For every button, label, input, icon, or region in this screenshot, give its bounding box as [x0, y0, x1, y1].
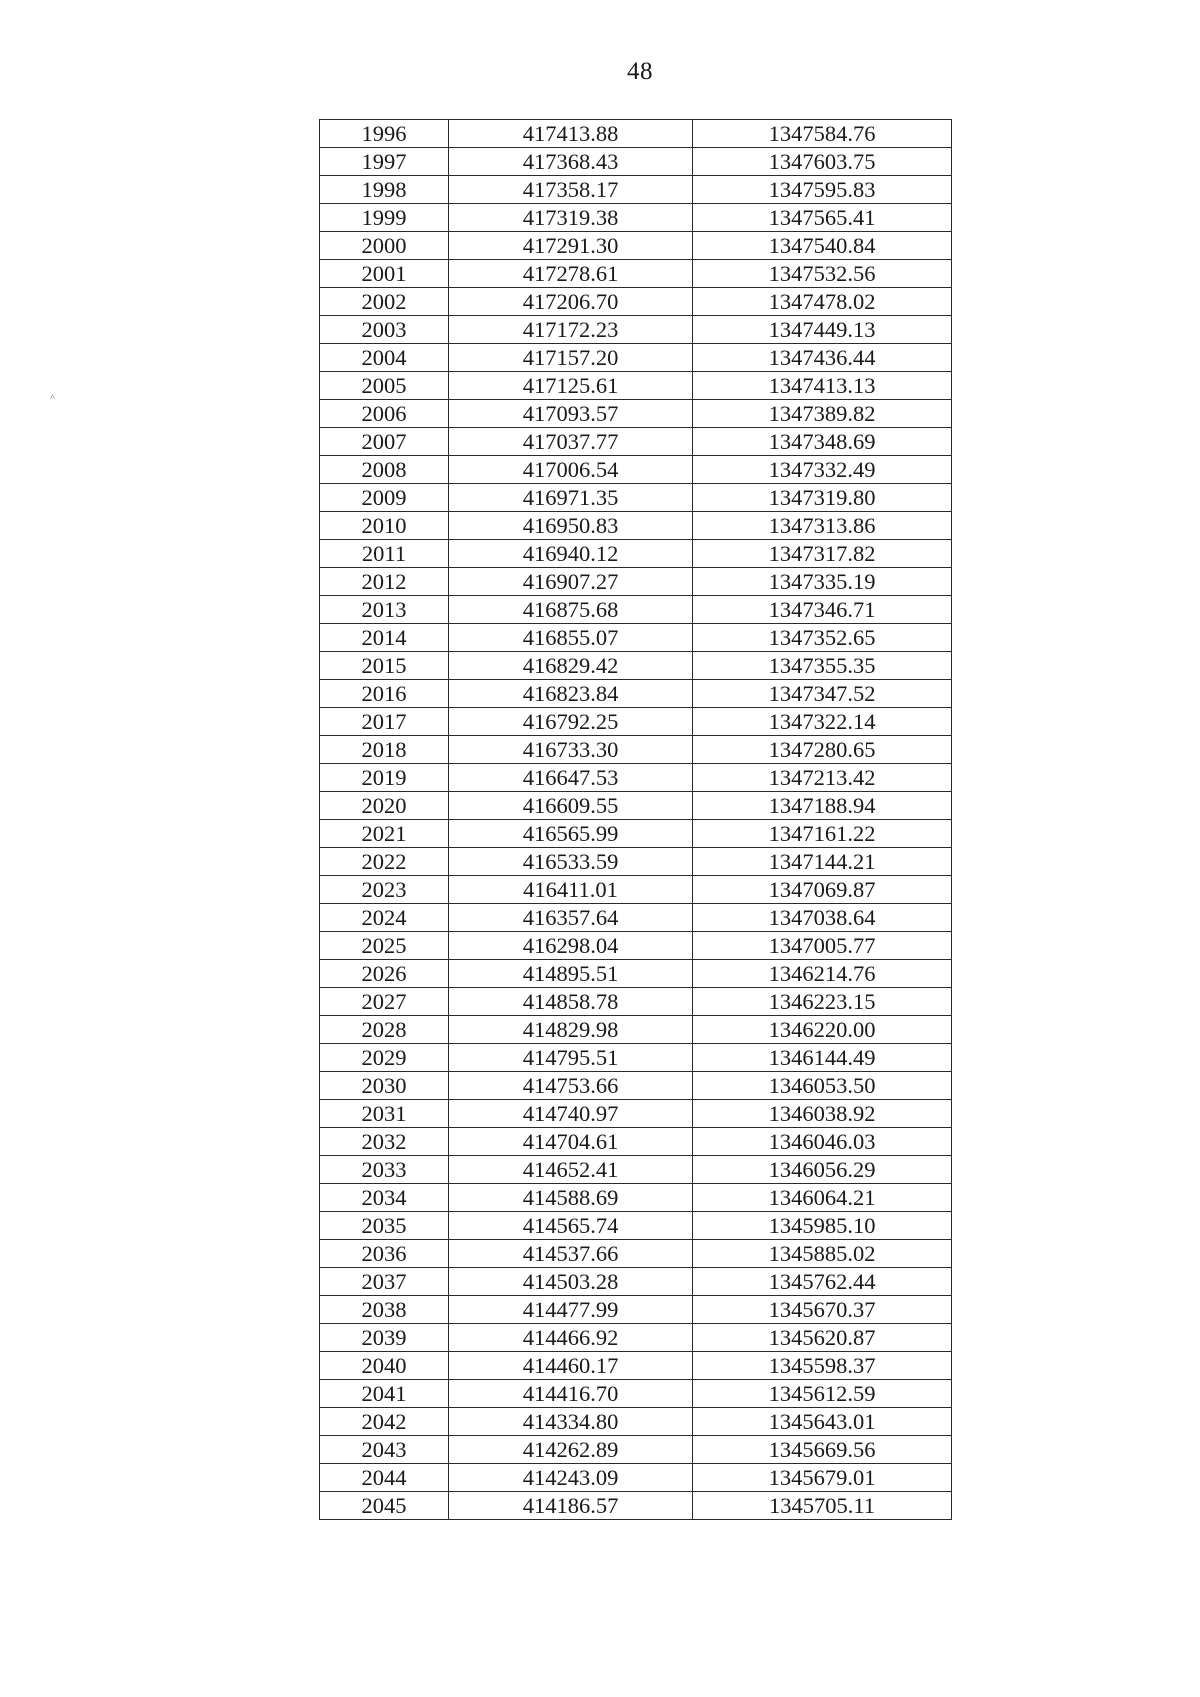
x-coordinate-cell: 416411.01	[449, 876, 693, 904]
point-number-cell: 2031	[320, 1100, 449, 1128]
table-row	[320, 1436, 952, 1464]
point-number-cell: 2036	[320, 1240, 449, 1268]
x-coordinate-cell: 414895.51	[449, 960, 693, 988]
table-row	[320, 1072, 952, 1100]
point-number-cell: 2003	[320, 316, 449, 344]
table-row	[320, 1016, 952, 1044]
table-row	[320, 1352, 952, 1380]
y-coordinate-cell: 1347603.75	[693, 148, 952, 176]
point-number-cell: 2004	[320, 344, 449, 372]
table-row	[320, 148, 952, 176]
table-row	[320, 1296, 952, 1324]
table-row	[320, 1156, 952, 1184]
table-row	[320, 1044, 952, 1072]
y-coordinate-cell: 1346053.50	[693, 1072, 952, 1100]
y-coordinate-cell: 1347069.87	[693, 876, 952, 904]
y-coordinate-cell: 1347436.44	[693, 344, 952, 372]
table-row	[320, 316, 952, 344]
point-number-cell: 2007	[320, 428, 449, 456]
x-coordinate-cell: 417037.77	[449, 428, 693, 456]
table-row	[320, 568, 952, 596]
point-number-cell: 2025	[320, 932, 449, 960]
table-row	[320, 1268, 952, 1296]
table-row	[320, 680, 952, 708]
point-number-cell: 2023	[320, 876, 449, 904]
table-row	[320, 988, 952, 1016]
y-coordinate-cell: 1345670.37	[693, 1296, 952, 1324]
y-coordinate-cell: 1346038.92	[693, 1100, 952, 1128]
point-number-cell: 2017	[320, 708, 449, 736]
x-coordinate-cell: 414262.89	[449, 1436, 693, 1464]
table-row	[320, 372, 952, 400]
table-row	[320, 960, 952, 988]
table-row	[320, 904, 952, 932]
x-coordinate-cell: 414186.57	[449, 1492, 693, 1520]
point-number-cell: 2027	[320, 988, 449, 1016]
y-coordinate-cell: 1345643.01	[693, 1408, 952, 1436]
point-number-cell: 2019	[320, 764, 449, 792]
point-number-cell: 2000	[320, 232, 449, 260]
y-coordinate-cell: 1345598.37	[693, 1352, 952, 1380]
x-coordinate-cell: 414416.70	[449, 1380, 693, 1408]
point-number-cell: 2029	[320, 1044, 449, 1072]
x-coordinate-cell: 416875.68	[449, 596, 693, 624]
table-row	[320, 260, 952, 288]
point-number-cell: 2014	[320, 624, 449, 652]
point-number-cell: 2013	[320, 596, 449, 624]
table-row	[320, 652, 952, 680]
point-number-cell: 2006	[320, 400, 449, 428]
point-number-cell: 2041	[320, 1380, 449, 1408]
x-coordinate-cell: 414537.66	[449, 1240, 693, 1268]
x-coordinate-cell: 416357.64	[449, 904, 693, 932]
table-row	[320, 1128, 952, 1156]
table-row	[320, 848, 952, 876]
point-number-cell: 2035	[320, 1212, 449, 1240]
x-coordinate-cell: 414466.92	[449, 1324, 693, 1352]
y-coordinate-cell: 1346220.00	[693, 1016, 952, 1044]
x-coordinate-cell: 416792.25	[449, 708, 693, 736]
table-row	[320, 1408, 952, 1436]
y-coordinate-cell: 1347449.13	[693, 316, 952, 344]
table-row	[320, 1240, 952, 1268]
x-coordinate-cell: 416565.99	[449, 820, 693, 848]
point-number-cell: 2005	[320, 372, 449, 400]
table-row	[320, 624, 952, 652]
point-number-cell: 2030	[320, 1072, 449, 1100]
table-row	[320, 428, 952, 456]
y-coordinate-cell: 1347313.86	[693, 512, 952, 540]
x-coordinate-cell: 416907.27	[449, 568, 693, 596]
x-coordinate-cell: 414829.98	[449, 1016, 693, 1044]
coordinates-table	[319, 119, 952, 1520]
table-row	[320, 1324, 952, 1352]
x-coordinate-cell: 414477.99	[449, 1296, 693, 1324]
x-coordinate-cell: 417368.43	[449, 148, 693, 176]
point-number-cell: 2037	[320, 1268, 449, 1296]
y-coordinate-cell: 1347335.19	[693, 568, 952, 596]
table-row	[320, 288, 952, 316]
x-coordinate-cell: 414858.78	[449, 988, 693, 1016]
point-number-cell: 2044	[320, 1464, 449, 1492]
x-coordinate-cell: 414588.69	[449, 1184, 693, 1212]
y-coordinate-cell: 1347584.76	[693, 120, 952, 148]
table-row	[320, 400, 952, 428]
table-row	[320, 176, 952, 204]
y-coordinate-cell: 1347346.71	[693, 596, 952, 624]
x-coordinate-cell: 416950.83	[449, 512, 693, 540]
table-row	[320, 232, 952, 260]
y-coordinate-cell: 1345679.01	[693, 1464, 952, 1492]
x-coordinate-cell: 416855.07	[449, 624, 693, 652]
x-coordinate-cell: 417413.88	[449, 120, 693, 148]
y-coordinate-cell: 1346046.03	[693, 1128, 952, 1156]
y-coordinate-cell: 1347322.14	[693, 708, 952, 736]
x-coordinate-cell: 417125.61	[449, 372, 693, 400]
y-coordinate-cell: 1345985.10	[693, 1212, 952, 1240]
table-row	[320, 456, 952, 484]
point-number-cell: 2024	[320, 904, 449, 932]
point-number-cell: 1997	[320, 148, 449, 176]
y-coordinate-cell: 1347188.94	[693, 792, 952, 820]
y-coordinate-cell: 1347161.22	[693, 820, 952, 848]
point-number-cell: 2043	[320, 1436, 449, 1464]
table-row	[320, 596, 952, 624]
coordinates-table-body	[320, 120, 952, 1520]
x-coordinate-cell: 417172.23	[449, 316, 693, 344]
point-number-cell: 2026	[320, 960, 449, 988]
y-coordinate-cell: 1347348.69	[693, 428, 952, 456]
table-row	[320, 876, 952, 904]
y-coordinate-cell: 1347144.21	[693, 848, 952, 876]
table-row	[320, 1492, 952, 1520]
x-coordinate-cell: 414565.74	[449, 1212, 693, 1240]
table-row	[320, 932, 952, 960]
y-coordinate-cell: 1347389.82	[693, 400, 952, 428]
y-coordinate-cell: 1347478.02	[693, 288, 952, 316]
point-number-cell: 2015	[320, 652, 449, 680]
point-number-cell: 2010	[320, 512, 449, 540]
x-coordinate-cell: 414753.66	[449, 1072, 693, 1100]
y-coordinate-cell: 1347317.82	[693, 540, 952, 568]
point-number-cell: 1998	[320, 176, 449, 204]
y-coordinate-cell: 1347332.49	[693, 456, 952, 484]
y-coordinate-cell: 1345669.56	[693, 1436, 952, 1464]
table-row	[320, 344, 952, 372]
x-coordinate-cell: 416829.42	[449, 652, 693, 680]
point-number-cell: 2022	[320, 848, 449, 876]
point-number-cell: 2040	[320, 1352, 449, 1380]
y-coordinate-cell: 1347005.77	[693, 932, 952, 960]
x-coordinate-cell: 417358.17	[449, 176, 693, 204]
point-number-cell: 2045	[320, 1492, 449, 1520]
point-number-cell: 2034	[320, 1184, 449, 1212]
point-number-cell: 2012	[320, 568, 449, 596]
point-number-cell: 2011	[320, 540, 449, 568]
point-number-cell: 2008	[320, 456, 449, 484]
y-coordinate-cell: 1347038.64	[693, 904, 952, 932]
x-coordinate-cell: 417006.54	[449, 456, 693, 484]
x-coordinate-cell: 417093.57	[449, 400, 693, 428]
table-row	[320, 820, 952, 848]
table-row	[320, 540, 952, 568]
x-coordinate-cell: 416533.59	[449, 848, 693, 876]
x-coordinate-cell: 417206.70	[449, 288, 693, 316]
table-row	[320, 792, 952, 820]
table-row	[320, 1212, 952, 1240]
point-number-cell: 2009	[320, 484, 449, 512]
point-number-cell: 2039	[320, 1324, 449, 1352]
x-coordinate-cell: 414243.09	[449, 1464, 693, 1492]
y-coordinate-cell: 1346056.29	[693, 1156, 952, 1184]
x-coordinate-cell: 417157.20	[449, 344, 693, 372]
table-row	[320, 736, 952, 764]
table-row	[320, 120, 952, 148]
y-coordinate-cell: 1345885.02	[693, 1240, 952, 1268]
table-row	[320, 204, 952, 232]
x-coordinate-cell: 416298.04	[449, 932, 693, 960]
point-number-cell: 2038	[320, 1296, 449, 1324]
y-coordinate-cell: 1347540.84	[693, 232, 952, 260]
x-coordinate-cell: 414795.51	[449, 1044, 693, 1072]
x-coordinate-cell: 417319.38	[449, 204, 693, 232]
x-coordinate-cell: 414652.41	[449, 1156, 693, 1184]
y-coordinate-cell: 1345612.59	[693, 1380, 952, 1408]
x-coordinate-cell: 416609.55	[449, 792, 693, 820]
point-number-cell: 2001	[320, 260, 449, 288]
point-number-cell: 2033	[320, 1156, 449, 1184]
x-coordinate-cell: 414460.17	[449, 1352, 693, 1380]
x-coordinate-cell: 414740.97	[449, 1100, 693, 1128]
table-row	[320, 1184, 952, 1212]
x-coordinate-cell: 416823.84	[449, 680, 693, 708]
point-number-cell: 2021	[320, 820, 449, 848]
point-number-cell: 2028	[320, 1016, 449, 1044]
x-coordinate-cell: 416647.53	[449, 764, 693, 792]
table-row	[320, 1464, 952, 1492]
point-number-cell: 2042	[320, 1408, 449, 1436]
y-coordinate-cell: 1347532.56	[693, 260, 952, 288]
point-number-cell: 2020	[320, 792, 449, 820]
point-number-cell: 2016	[320, 680, 449, 708]
y-coordinate-cell: 1347319.80	[693, 484, 952, 512]
stray-mark: ˄	[50, 392, 56, 402]
y-coordinate-cell: 1347595.83	[693, 176, 952, 204]
point-number-cell: 1999	[320, 204, 449, 232]
point-number-cell: 2002	[320, 288, 449, 316]
y-coordinate-cell: 1347280.65	[693, 736, 952, 764]
x-coordinate-cell: 416733.30	[449, 736, 693, 764]
y-coordinate-cell: 1347213.42	[693, 764, 952, 792]
y-coordinate-cell: 1347347.52	[693, 680, 952, 708]
y-coordinate-cell: 1345620.87	[693, 1324, 952, 1352]
table-row	[320, 1100, 952, 1128]
x-coordinate-cell: 414503.28	[449, 1268, 693, 1296]
y-coordinate-cell: 1346144.49	[693, 1044, 952, 1072]
y-coordinate-cell: 1346064.21	[693, 1184, 952, 1212]
x-coordinate-cell: 417278.61	[449, 260, 693, 288]
x-coordinate-cell: 414334.80	[449, 1408, 693, 1436]
x-coordinate-cell: 414704.61	[449, 1128, 693, 1156]
x-coordinate-cell: 416940.12	[449, 540, 693, 568]
y-coordinate-cell: 1347355.35	[693, 652, 952, 680]
point-number-cell: 1996	[320, 120, 449, 148]
table-row	[320, 1380, 952, 1408]
y-coordinate-cell: 1345705.11	[693, 1492, 952, 1520]
y-coordinate-cell: 1345762.44	[693, 1268, 952, 1296]
page-number: 48	[627, 58, 653, 85]
point-number-cell: 2032	[320, 1128, 449, 1156]
y-coordinate-cell: 1347565.41	[693, 204, 952, 232]
table-row	[320, 484, 952, 512]
x-coordinate-cell: 417291.30	[449, 232, 693, 260]
y-coordinate-cell: 1347352.65	[693, 624, 952, 652]
y-coordinate-cell: 1346214.76	[693, 960, 952, 988]
table-row	[320, 512, 952, 540]
x-coordinate-cell: 416971.35	[449, 484, 693, 512]
table-row	[320, 708, 952, 736]
table-row	[320, 764, 952, 792]
y-coordinate-cell: 1346223.15	[693, 988, 952, 1016]
y-coordinate-cell: 1347413.13	[693, 372, 952, 400]
point-number-cell: 2018	[320, 736, 449, 764]
